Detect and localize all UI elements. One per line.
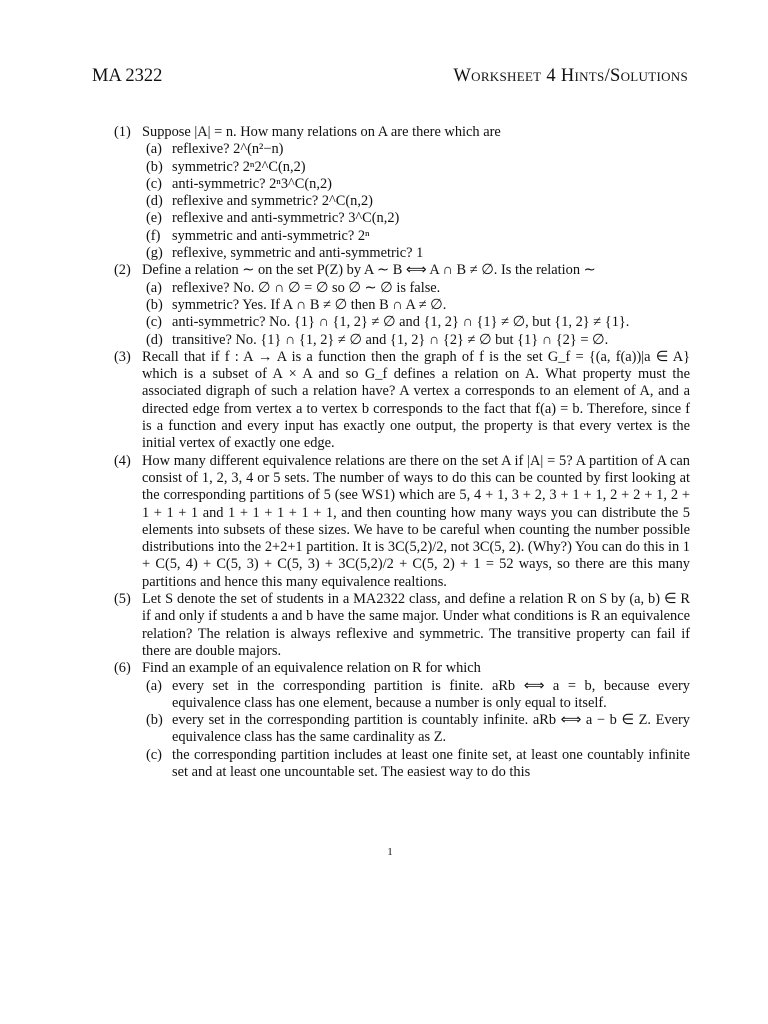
- problem-number: (2): [114, 262, 131, 279]
- part-label: (c): [146, 175, 162, 192]
- part-text: anti-symmetric? No. {1} ∩ {1, 2} ≠ ∅ and {1, 2} ∩ {1} ≠ ∅, but {1, 2} ≠ {1}.: [172, 314, 630, 331]
- problem-1-part-d: [142, 193, 690, 210]
- problem-6-part-c: [142, 747, 690, 782]
- part-label: (g): [146, 245, 163, 262]
- page-number: 1: [387, 846, 393, 858]
- problem-2-part-d: [142, 332, 690, 349]
- part-label: (a): [146, 141, 162, 158]
- part-label: (c): [146, 746, 162, 763]
- part-label: (f): [146, 227, 161, 244]
- problem-6-part-b: [142, 712, 690, 747]
- part-text: symmetric? Yes. If A ∩ B ≠ ∅ then B ∩ A ≠ ∅.: [172, 296, 447, 313]
- problem-2-part-c: [142, 314, 690, 331]
- part-label: (b): [146, 712, 163, 729]
- part-text: reflexive, symmetric and anti-symmetric? 1: [172, 245, 424, 262]
- problem-6: [114, 660, 690, 781]
- worksheet-title: Worksheet 4 Hints/Solutions: [453, 66, 688, 86]
- part-text: anti-symmetric? 2ⁿ3^C(n,2): [172, 175, 332, 192]
- problem-2-part-a: [142, 280, 690, 297]
- part-text: transitive? No. {1} ∩ {1, 2} ≠ ∅ and {1, 2} ∩ {2} ≠ ∅ but {1} ∩ {2} = ∅.: [172, 331, 609, 348]
- problem-number: (5): [114, 591, 131, 608]
- part-label: (c): [146, 314, 162, 331]
- problem-number: (6): [114, 660, 131, 677]
- part-label: (a): [146, 677, 162, 694]
- problem-number: (4): [114, 452, 131, 469]
- problem-1-part-a: [142, 141, 690, 158]
- course-code: MA 2322: [92, 66, 163, 86]
- problem-1: [114, 124, 690, 262]
- page-header: [92, 66, 688, 90]
- part-text: symmetric and anti-symmetric? 2ⁿ: [172, 227, 370, 244]
- problem-2: [114, 262, 690, 348]
- part-text: symmetric? 2ⁿ2^C(n,2): [172, 158, 306, 175]
- problem-list: [114, 124, 690, 781]
- part-label: (a): [146, 279, 162, 296]
- problem-4: [114, 453, 690, 591]
- problem-1-part-b: [142, 159, 690, 176]
- part-text: the corresponding partition includes at least one finite set, at least one countably infinite set and at least one uncountable set. The easiest way to do this: [172, 746, 690, 780]
- part-label: (b): [146, 158, 163, 175]
- problem-3: [114, 349, 690, 453]
- problem-1-part-c: [142, 176, 690, 193]
- problem-stem: How many different equivalence relations are there on the set A if |A| = 5? A partition of A can consist of 1, 2, 3, 4 or 5 sets. The number of ways to do this can be counted by first looking at the corresponding partitions of 5 (see WS1) which are 5, 4 + 1, 3 + 2, 3 + 1 + 1, 2 + 2 + 1, 2 + 1 + 1 + 1 and 1 + 1 + 1 + 1 + 1, and then counting how many ways you can distribute the 5 elements into subsets of these sizes. We have to be careful when counting the number possible distributions into the 2+2+1 partition. It is 3C(5,2)/2, not 3C(5, 2). (Why?) You can do this in 1 + C(5, 4) + C(5, 3) + C(5, 3) + 3C(5,2)/2 + C(5, 2) + 1 = 52 ways, so there are this many partitions and hence this many equivalence realtions.: [142, 452, 690, 590]
- problem-number: (3): [114, 348, 131, 365]
- problem-1-part-f: [142, 228, 690, 245]
- part-text: every set in the corresponding partition is finite. aRb ⟺ a = b, because every equivalence class has one element, because a number is only equal to itself.: [172, 677, 690, 711]
- problem-5: [114, 591, 690, 660]
- problem-stem: Recall that if f : A → A is a function then the graph of f is the set G_f = {(a, f(a))|a ∈ A} which is a subset of A × A and so G_f defines a relation on A. What property must the associated digraph of such a relation have? A vertex a corresponds to an element of A, and a directed edge from vertex a to vertex b corresponds to the fact that f(a) = b. Therefore, since f is a function and every input has exactly one output, the property is that every vertex is the initial vertex of exactly one edge.: [142, 348, 690, 452]
- problem-1-part-g: [142, 245, 690, 262]
- part-label: (e): [146, 210, 162, 227]
- part-label: (b): [146, 296, 163, 313]
- part-label: (d): [146, 193, 163, 210]
- part-text: reflexive and symmetric? 2^C(n,2): [172, 193, 373, 210]
- part-label: (d): [146, 331, 163, 348]
- problem-6-part-a: [142, 678, 690, 713]
- part-text: reflexive? No. ∅ ∩ ∅ = ∅ so ∅ ∼ ∅ is false.: [172, 279, 441, 296]
- problem-stem: Find an example of an equivalence relation on R for which: [142, 660, 481, 677]
- problem-stem: Suppose |A| = n. How many relations on A are there which are: [142, 124, 501, 140]
- part-text: reflexive? 2^(n²−n): [172, 141, 284, 158]
- problem-stem: Define a relation ∼ on the set P(Z) by A ∼ B ⟺ A ∩ B ≠ ∅. Is the relation ∼: [142, 262, 596, 279]
- part-text: every set in the corresponding partition is countably infinite. aRb ⟺ a − b ∈ Z. Every equivalence class has the same cardinality as Z.: [172, 712, 690, 746]
- problem-1-part-e: [142, 210, 690, 227]
- problem-number: (1): [114, 124, 131, 140]
- part-text: reflexive and anti-symmetric? 3^C(n,2): [172, 210, 400, 227]
- problem-stem: Let S denote the set of students in a MA2322 class, and define a relation R on S by (a, b) ∈ R if and only if students a and b have the same major. Under what conditions is R an equivalence relation? The relation is always reflexive and symmetric. The transitive property can fail if there are double majors.: [142, 591, 690, 659]
- problem-2-part-b: [142, 297, 690, 314]
